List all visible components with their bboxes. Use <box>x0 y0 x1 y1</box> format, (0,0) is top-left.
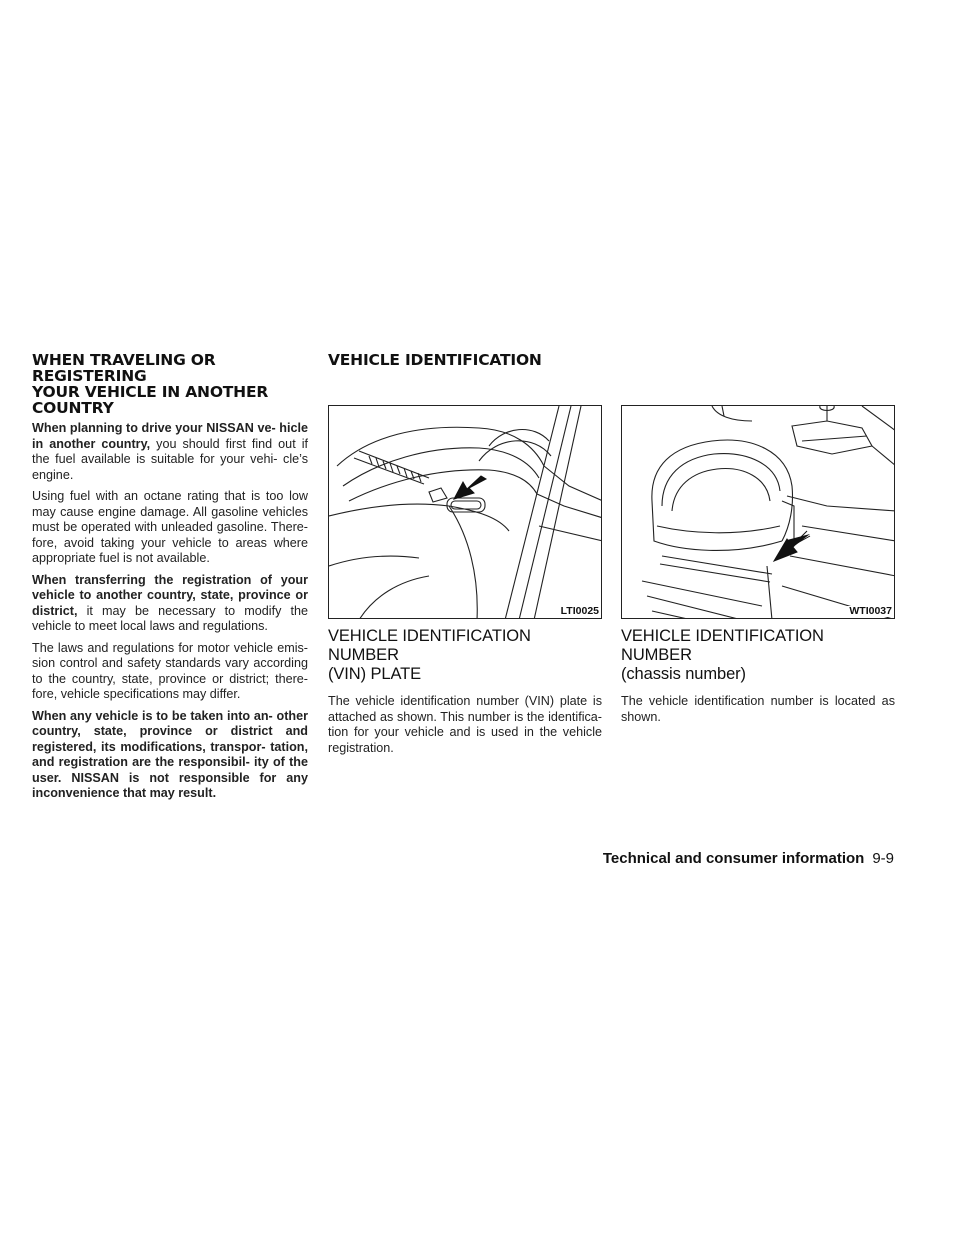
laws-paragraph: The laws and regulations for motor vehicle emis- sion control and safety standards vary according to the country, state, province or district; there- fore, vehicle specifications may differ. <box>32 640 308 701</box>
octane-paragraph: Using fuel with an octane rating that is too low may cause engine damage. All gasoline vehicles must be operated with unleaded gasoline. There- fore, avoid taking your vehicle to areas where appropriate fuel is not available. <box>32 489 308 565</box>
chassis-title-line-1: VEHICLE IDENTIFICATION NUMBER <box>621 627 824 664</box>
vin-plate-figure-label: LTI0025 <box>560 605 599 617</box>
page-footer <box>603 850 894 867</box>
vin-plate-title <box>328 627 602 684</box>
registration-paragraph <box>32 573 308 635</box>
footer-section-title: Technical and consumer information <box>602 850 865 867</box>
vin-plate-body: The vehicle identification number (VIN) plate is attached as shown. This number is the identifica- tion for your vehicle and is used in the vehicle registration. <box>328 694 602 755</box>
travel-section <box>32 352 308 808</box>
travel-heading-line-3: COUNTRY <box>32 399 114 417</box>
vin-plate-section <box>328 352 602 762</box>
chassis-figure-label: WTI0037 <box>849 605 892 617</box>
responsibility-paragraph: When any vehicle is to be taken into an- other country, state, province or district and registered, its modifications, transpor- tation, and registration are the responsibil- ity of the user. NISSAN is not responsible for any inconvenience that may result. <box>32 708 308 800</box>
chassis-number-figure <box>621 405 895 619</box>
chassis-title-line-2: (chassis number) <box>621 665 746 683</box>
travel-heading-line-2: YOUR VEHICLE IN ANOTHER <box>32 383 269 401</box>
page-number: 9-9 <box>872 850 894 867</box>
travel-heading <box>32 352 308 416</box>
fuel-paragraph-lead: When planning to drive your NISSAN ve- hicle in another country, <box>32 421 308 451</box>
vin-plate-title-line-1: VEHICLE IDENTIFICATION NUMBER <box>328 627 531 664</box>
registration-paragraph-rest: it may be necessary to modify the vehicle to meet local laws and regulations. <box>32 603 308 633</box>
chassis-title <box>621 627 895 684</box>
seat-floor-illustration <box>622 406 895 619</box>
fuel-paragraph <box>32 421 308 483</box>
vin-plate-figure <box>328 405 602 619</box>
dashboard-windshield-illustration <box>329 406 602 619</box>
registration-paragraph-lead: When transferring the registration of your vehicle to another country, state, province or district, <box>32 572 308 618</box>
fuel-paragraph-rest: you should first find out if the fuel available is suitable for your vehi- cle’s engine. <box>32 436 308 482</box>
travel-heading-line-1: WHEN TRAVELING OR REGISTERING <box>32 351 216 385</box>
vin-arrow-icon <box>454 476 486 499</box>
vehicle-identification-heading: VEHICLE IDENTIFICATION <box>328 351 542 369</box>
vin-plate-title-line-2: (VIN) PLATE <box>328 665 422 683</box>
chassis-body: The vehicle identification number is located as shown. <box>621 694 895 724</box>
chassis-number-section <box>621 405 895 731</box>
